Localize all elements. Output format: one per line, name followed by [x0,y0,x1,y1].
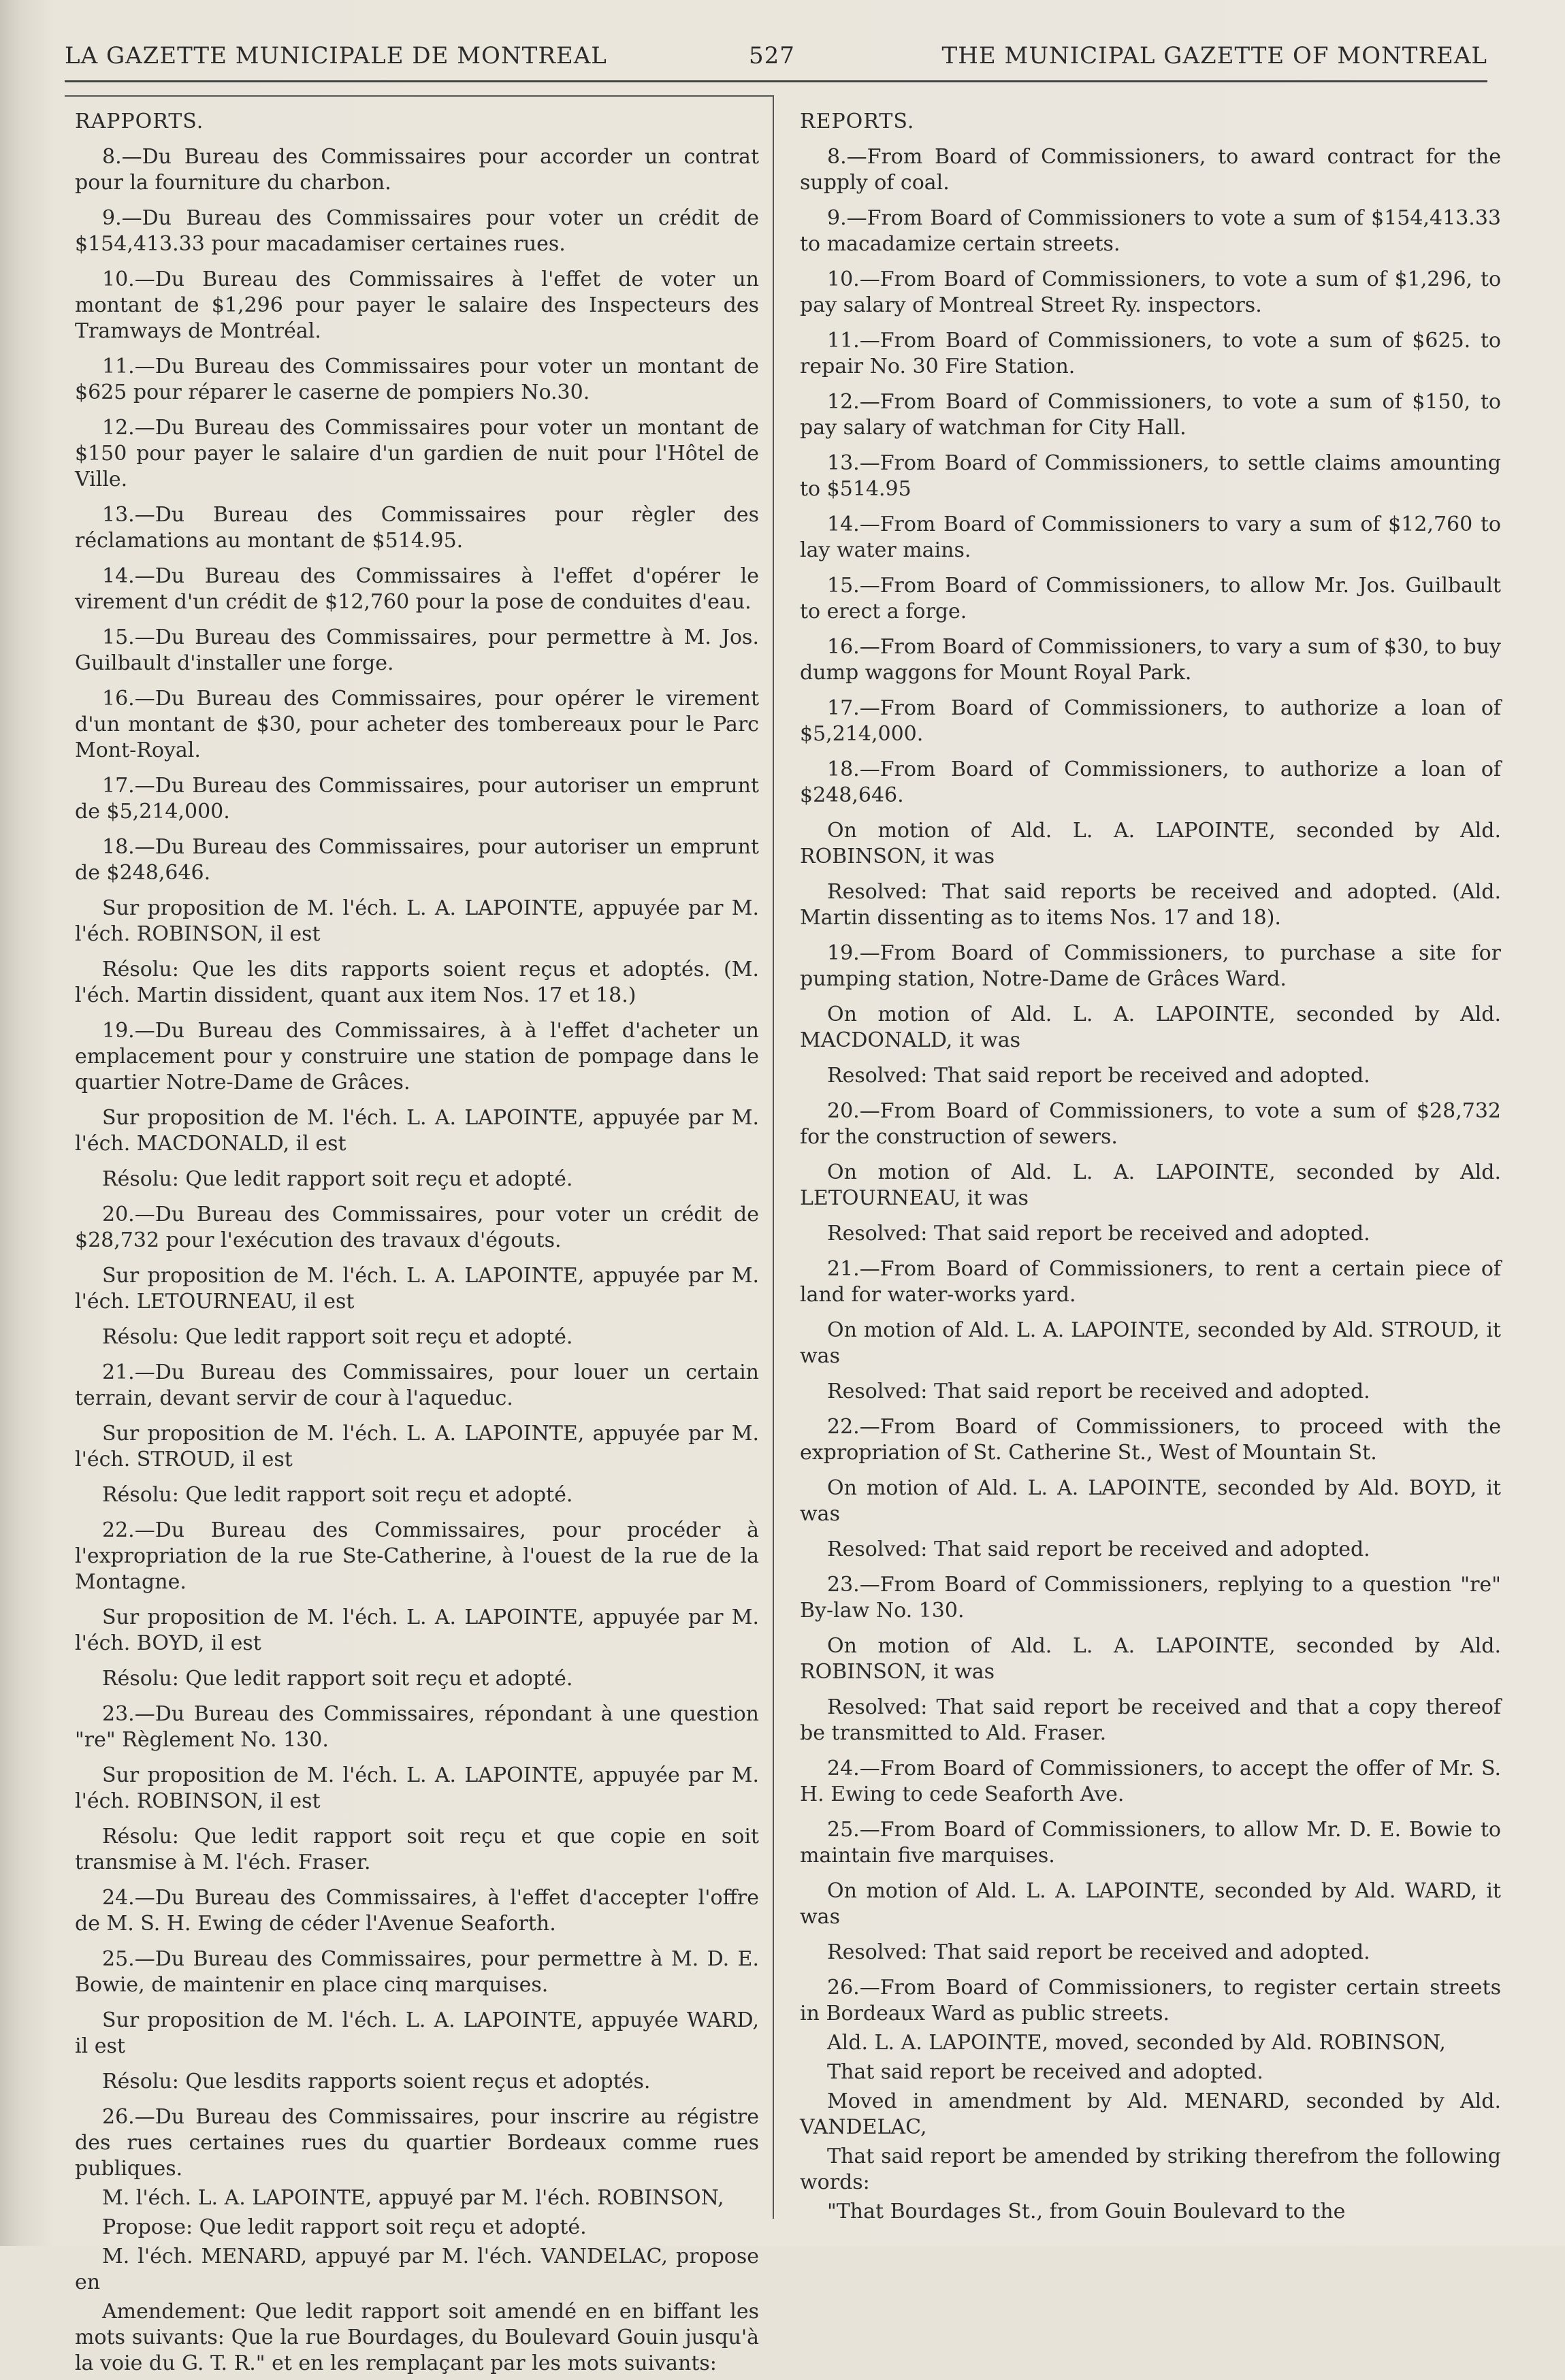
english-paragraph: On motion of Ald. L. A. LAPOINTE, seconded by Ald. STROUD, it was [800,1318,1501,1368]
english-paragraph: Resolved: That said report be received and adopted. [827,1940,1370,1964]
english-paragraph: 11.—From Board of Commissioners, to vote a sum of $625. to repair No. 30 Fire Station. [800,329,1501,378]
french-paragraph: 23.—Du Bureau des Commissaires, répondant à une question "re" Règlement No. 130. [75,1702,759,1752]
english-paragraph: Resolved: That said report be received and adopted. [827,1537,1370,1561]
header-french-title: LA GAZETTE MUNICIPALE DE MONTREAL [65,42,607,69]
french-heading: RAPPORTS. [75,110,204,133]
english-paragraph: 9.—From Board of Commissioners to vote a sum of $154,413.33 to macadamize certain streets. [800,206,1501,256]
french-paragraph: 15.—Du Bureau des Commissaires, pour permettre à M. Jos. Guilbault d'installer une forge. [75,625,759,675]
french-paragraph: 19.—Du Bureau des Commissaires, à à l'effet d'acheter un emplacement pour y construire une station de pompage dans le quartier Notre-Dame de Grâces. [75,1019,759,1094]
english-paragraph: 19.—From Board of Commissioners, to purchase a site for pumping station, Notre-Dame de Grâces Ward. [800,941,1501,991]
french-paragraph: 26.—Du Bureau des Commissaires, pour inscrire au régistre des rues certaines rues du quartier Bordeaux comme rues publiques. [75,2105,759,2181]
english-paragraph: Resolved: That said reports be received and adopted. (Ald. Martin dissenting as to items Nos. 17 and 18). [800,880,1501,930]
french-paragraph: Amendement: Que ledit rapport soit amendé en en biffant les mots suivants: Que la rue Bourdages, du Boulevard Gouin jusqu'à la voie du G. T. R." et en les remplaçant par les mots suivants: [75,2300,759,2375]
english-column [800,109,1501,2228]
english-paragraph: 10.—From Board of Commissioners, to vote a sum of $1,296, to pay salary of Montreal Street Ry. inspectors. [800,267,1501,317]
french-paragraph: Sur proposition de M. l'éch. L. A. LAPOINTE, appuyée WARD, il est [75,2008,759,2058]
french-paragraph: Sur proposition de M. l'éch. L. A. LAPOINTE, appuyée par M. l'éch. MACDONALD, il est [75,1106,759,1156]
french-paragraph: Résolu: Que les dits rapports soient reçus et adoptés. (M. l'éch. Martin dissident, quant aux item Nos. 17 et 18.) [75,958,759,1007]
french-column [75,109,759,2380]
french-paragraph: 13.—Du Bureau des Commissaires pour règler des réclamations au montant de $514.95. [75,503,759,553]
page-number: 527 [749,42,795,69]
header-rule [65,80,1487,82]
english-paragraph: Moved in amendment by Ald. MENARD, seconded by Ald. VANDELAC, [800,2089,1501,2139]
english-paragraph: 24.—From Board of Commissioners, to accept the offer of Mr. S. H. Ewing to cede Seaforth Ave. [800,1757,1501,1806]
english-paragraph: On motion of Ald. L. A. LAPOINTE, seconded by Ald. ROBINSON, it was [800,1634,1501,1684]
french-paragraph: 20.—Du Bureau des Commissaires, pour voter un crédit de $28,732 pour l'exécution des travaux d'égouts. [75,1203,759,1252]
english-paragraph: 22.—From Board of Commissioners, to proceed with the expropriation of St. Catherine St., West of Mountain St. [800,1415,1501,1465]
english-paragraph: That said report be amended by striking therefrom the following words: [800,2145,1501,2194]
english-paragraph: 17.—From Board of Commissioners, to authorize a loan of $5,214,000. [800,696,1501,746]
english-paragraph: That said report be received and adopted. [827,2060,1263,2084]
french-paragraph: Sur proposition de M. l'éch. L. A. LAPOINTE, appuyée par M. l'éch. ROBINSON, il est [75,896,759,946]
english-paragraph: On motion of Ald. L. A. LAPOINTE, seconded by Ald. ROBINSON, it was [800,819,1501,868]
french-paragraph: Résolu: Que ledit rapport soit reçu et adopté. [102,1667,573,1691]
french-paragraph: M. l'éch. MENARD, appuyé par M. l'éch. VANDELAC, propose en [75,2245,759,2294]
french-paragraph: 12.—Du Bureau des Commissaires pour voter un montant de $150 pour payer le salaire d'un gardien de nuit pour l'Hôtel de Ville. [75,416,759,491]
french-paragraph: 9.—Du Bureau des Commissaires pour voter un crédit de $154,413.33 pour macadamiser certaines rues. [75,206,759,256]
english-paragraph: 8.—From Board of Commissioners, to award contract for the supply of coal. [800,145,1501,195]
french-paragraph: 18.—Du Bureau des Commissaires, pour autoriser un emprunt de $248,646. [75,835,759,885]
french-paragraph: Résolu: Que ledit rapport soit reçu et que copie en soit transmise à M. l'éch. Fraser. [75,1825,759,1874]
french-paragraph: 21.—Du Bureau des Commissaires, pour louer un certain terrain, devant servir de cour à l'aqueduc. [75,1360,759,1410]
english-paragraph: 25.—From Board of Commissioners, to allow Mr. D. E. Bowie to maintain five marquises. [800,1818,1501,1868]
french-paragraph: M. l'éch. L. A. LAPOINTE, appuyé par M. l'éch. ROBINSON, [102,2186,724,2210]
english-paragraph: 18.—From Board of Commissioners, to authorize a loan of $248,646. [800,757,1501,807]
french-paragraph: Sur proposition de M. l'éch. L. A. LAPOINTE, appuyée par M. l'éch. LETOURNEAU, il est [75,1264,759,1314]
french-paragraph: Sur proposition de M. l'éch. L. A. LAPOINTE, appuyée par M. l'éch. STROUD, il est [75,1422,759,1471]
english-paragraph: Resolved: That said report be received and adopted. [827,1222,1370,1245]
english-paragraph: On motion of Ald. L. A. LAPOINTE, seconded by Ald. LETOURNEAU, it was [800,1160,1501,1210]
french-paragraph: Résolu: Que ledit rapport soit reçu et adopté. [102,1483,573,1507]
french-paragraph: Résolu: Que ledit rapport soit reçu et adopté. [102,1325,573,1349]
french-paragraph: 16.—Du Bureau des Commissaires, pour opérer le virement d'un montant de $30, pour acheter des tombereaux pour le Parc Mont-Royal. [75,687,759,762]
english-heading: REPORTS. [800,110,915,133]
french-paragraph: Résolu: Que lesdits rapports soient reçus et adoptés. [102,2070,651,2093]
french-paragraph: Sur proposition de M. l'éch. L. A. LAPOINTE, appuyée par M. l'éch. ROBINSON, il est [75,1763,759,1813]
english-paragraph: 16.—From Board of Commissioners, to vary a sum of $30, to buy dump waggons for Mount Royal Park. [800,635,1501,685]
french-paragraph: 8.—Du Bureau des Commissaires pour accorder un contrat pour la fourniture du charbon. [75,145,759,195]
french-paragraph: 17.—Du Bureau des Commissaires, pour autoriser un emprunt de $5,214,000. [75,774,759,824]
french-paragraph: Sur proposition de M. l'éch. L. A. LAPOINTE, appuyée par M. l'éch. BOYD, il est [75,1605,759,1655]
english-paragraph: 20.—From Board of Commissioners, to vote a sum of $28,732 for the construction of sewers. [800,1099,1501,1149]
header-rule-left [65,95,773,97]
english-paragraph: On motion of Ald. L. A. LAPOINTE, seconded by Ald. WARD, it was [800,1879,1501,1929]
english-paragraph: Ald. L. A. LAPOINTE, moved, seconded by Ald. ROBINSON, [827,2031,1446,2055]
english-paragraph: Resolved: That said report be received and that a copy thereof be transmitted to Ald. Fraser. [800,1695,1501,1745]
english-paragraph: 23.—From Board of Commissioners, replying to a question "re" By-law No. 130. [800,1573,1501,1623]
page-header [65,42,1487,76]
column-divider [773,95,774,2219]
header-english-title: THE MUNICIPAL GAZETTE OF MONTREAL [941,42,1487,69]
french-paragraph: 14.—Du Bureau des Commissaires à l'effet d'opérer le virement d'un crédit de $12,760 pour la pose de conduites d'eau. [75,564,759,614]
english-paragraph: On motion of Ald. L. A. LAPOINTE, seconded by Ald. BOYD, it was [800,1476,1501,1526]
english-paragraph: 14.—From Board of Commissioners to vary a sum of $12,760 to lay water mains. [800,512,1501,562]
french-paragraph: 11.—Du Bureau des Commissaires pour voter un montant de $625 pour réparer le caserne de pompiers No.30. [75,355,759,404]
english-paragraph: 13.—From Board of Commissioners, to settle claims amounting to $514.95 [800,451,1501,501]
english-paragraph: Resolved: That said report be received and adopted. [827,1380,1370,1403]
french-paragraph: 25.—Du Bureau des Commissaires, pour permettre à M. D. E. Bowie, de maintenir en place cinq marquises. [75,1947,759,1997]
french-paragraph: 10.—Du Bureau des Commissaires à l'effet de voter un montant de $1,296 pour payer le salaire des Inspecteurs des Tramways de Montréal. [75,267,759,343]
english-paragraph: 12.—From Board of Commissioners, to vote a sum of $150, to pay salary of watchman for City Hall. [800,390,1501,440]
english-paragraph: On motion of Ald. L. A. LAPOINTE, seconded by Ald. MACDONALD, it was [800,1002,1501,1052]
french-paragraph: Propose: Que ledit rapport soit reçu et adopté. [102,2215,587,2239]
english-paragraph: "That Bourdages St., from Gouin Boulevard to the [827,2200,1346,2223]
french-paragraph: 22.—Du Bureau des Commissaires, pour procéder à l'expropriation de la rue Ste-Catherine, à l'ouest de la rue de la Montagne. [75,1518,759,1594]
french-paragraph: Résolu: Que ledit rapport soit reçu et adopté. [102,1167,573,1191]
english-paragraph: 26.—From Board of Commissioners, to register certain streets in Bordeaux Ward as public streets. [800,1976,1501,2025]
english-paragraph: 15.—From Board of Commissioners, to allow Mr. Jos. Guilbault to erect a forge. [800,574,1501,623]
english-paragraph: Resolved: That said report be received and adopted. [827,1064,1370,1088]
english-paragraph: 21.—From Board of Commissioners, to rent a certain piece of land for water-works yard. [800,1257,1501,1307]
french-paragraph: 24.—Du Bureau des Commissaires, à l'effet d'accepter l'offre de M. S. H. Ewing de céder l'Avenue Seaforth. [75,1886,759,1936]
